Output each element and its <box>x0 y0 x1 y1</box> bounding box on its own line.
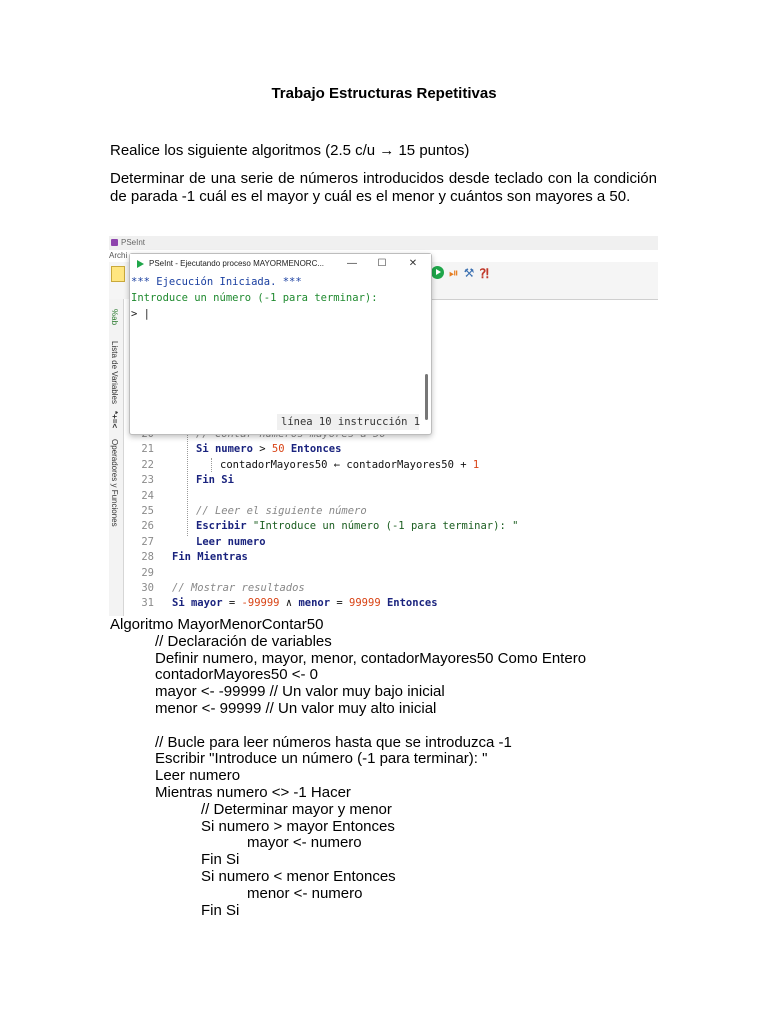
code-token: Fin Si <box>196 474 234 487</box>
code-line[interactable] <box>124 535 266 550</box>
minimize-button[interactable]: — <box>347 258 357 269</box>
code-token: Entonces <box>380 597 438 610</box>
code-token: Escribir <box>196 520 247 533</box>
side-panel <box>109 299 124 616</box>
algorithm-line: Fin Si <box>201 901 240 919</box>
pseint-logo-icon <box>111 239 118 246</box>
help-icon[interactable]: ⁈ <box>479 266 489 281</box>
code-line[interactable] <box>124 596 438 611</box>
line-number: 23 <box>141 474 154 487</box>
line-number: 21 <box>141 443 154 456</box>
code-token: 50 <box>271 443 285 456</box>
code-token: = <box>330 597 350 610</box>
side-symbols-1[interactable]: %ab <box>110 309 119 326</box>
algorithm-line: menor <- numero <box>247 884 363 902</box>
code-token: ∧ <box>279 597 299 610</box>
document-title: Trabajo Estructuras Repetitivas <box>271 85 497 102</box>
console-status: línea 10 instrucción 1 <box>277 414 419 430</box>
line-number: 22 <box>141 458 154 471</box>
pseint-screenshot <box>109 236 658 616</box>
variables-panel-tab[interactable]: Lista de Variables <box>110 341 119 404</box>
open-file-icon[interactable] <box>111 266 125 282</box>
console-output[interactable] <box>130 274 431 434</box>
algorithm-line: // Determinar mayor y menor <box>201 800 392 818</box>
menu-archivo[interactable]: Archi <box>109 251 128 260</box>
code-line[interactable] <box>124 489 196 504</box>
code-line[interactable] <box>124 581 305 596</box>
code-token: Si mayor <box>172 597 223 610</box>
console-input-prompt[interactable]: > | <box>131 308 150 320</box>
step-icon[interactable]: ⏯ <box>449 266 459 280</box>
code-line[interactable] <box>124 473 234 488</box>
side-symbols-0[interactable]: *+=< <box>110 411 119 429</box>
algorithm-line: Leer numero <box>155 767 241 785</box>
line-number: 27 <box>141 535 154 548</box>
code-token: contadorMayores50 ← contadorMayores50 + <box>220 458 473 471</box>
line-number: 30 <box>141 582 154 594</box>
run-icon[interactable] <box>431 266 444 279</box>
algorithm-line: Si numero > mayor Entonces <box>201 817 395 835</box>
algorithm-line: // Bucle para leer números hasta que se introduzca -1 <box>155 733 512 751</box>
console-line: Introduce un número (-1 para terminar): <box>131 292 378 304</box>
running-icon <box>137 260 144 268</box>
console-window[interactable] <box>129 253 432 435</box>
code-token: -99999 <box>241 597 280 610</box>
code-token: > <box>252 443 272 456</box>
console-scrollbar[interactable] <box>425 374 428 420</box>
algorithm-line: mayor <- -99999 // Un valor muy bajo inicial <box>155 683 445 701</box>
code-token: Si numero <box>196 443 253 456</box>
app-titlebar <box>109 236 658 250</box>
algorithm-line: Si numero < menor Entonces <box>201 868 396 885</box>
code-line[interactable] <box>124 550 248 565</box>
flowchart-icon[interactable]: ⚒ <box>463 266 475 280</box>
algorithm-line: mayor <- numero <box>247 834 362 852</box>
code-token: Leer numero <box>196 535 266 548</box>
code-token: 99999 <box>349 597 381 610</box>
app-name: PSeInt <box>121 238 146 247</box>
task-description: Determinar de una serie de números introducidos desde teclado con la condición de parada -1 cuál es el mayor y cuál es el menor y cuántos son mayores a 50. <box>110 170 657 205</box>
code-token: = <box>222 597 242 610</box>
algorithm-line: Mientras numero <> -1 Hacer <box>155 784 351 801</box>
code-token: // Leer el siguiente número <box>196 505 367 517</box>
instructions-text: Realice los siguiente algoritmos (2.5 c/u → 15 puntos) <box>110 142 470 159</box>
line-number: 24 <box>141 489 154 502</box>
algorithm-line: Definir numero, mayor, menor, contadorMayores50 Como Entero <box>155 649 587 667</box>
line-number: 29 <box>141 566 154 579</box>
line-number: 31 <box>141 597 154 610</box>
algorithm-line: menor <- 99999 // Un valor muy alto inicial <box>155 700 437 717</box>
close-button[interactable]: ✕ <box>408 258 418 269</box>
code-token: menor <box>298 597 331 610</box>
maximize-button[interactable]: ☐ <box>377 258 387 269</box>
algorithm-line: Fin Si <box>201 851 240 869</box>
code-line[interactable] <box>124 458 479 473</box>
line-number: 28 <box>141 551 154 564</box>
algorithm-line: // Declaración de variables <box>155 632 332 650</box>
line-number: 25 <box>141 505 154 517</box>
console-line: *** Ejecución Iniciada. *** <box>131 276 302 288</box>
algorithm-line: Algoritmo MayorMenorContar50 <box>110 616 324 633</box>
operators-panel-tab[interactable]: Operadores y Funciones <box>110 439 119 527</box>
code-line[interactable] <box>124 504 367 519</box>
code-line[interactable] <box>124 442 341 457</box>
console-title: PSeInt - Ejecutando proceso MAYORMENORC... <box>149 259 325 268</box>
algorithm-line: contadorMayores50 <- 0 <box>155 666 319 684</box>
algorithm-line: Escribir "Introduce un número (-1 para terminar): " <box>155 750 488 768</box>
line-number: 26 <box>141 520 154 533</box>
code-token: Entonces <box>284 443 342 456</box>
code-token: 1 <box>472 458 480 471</box>
code-token: Fin Mientras <box>172 551 248 564</box>
code-line[interactable] <box>124 566 172 581</box>
code-token: // Mostrar resultados <box>172 582 305 594</box>
code-line[interactable] <box>124 519 518 534</box>
code-token: "Introduce un número (-1 para terminar): " <box>246 520 519 533</box>
